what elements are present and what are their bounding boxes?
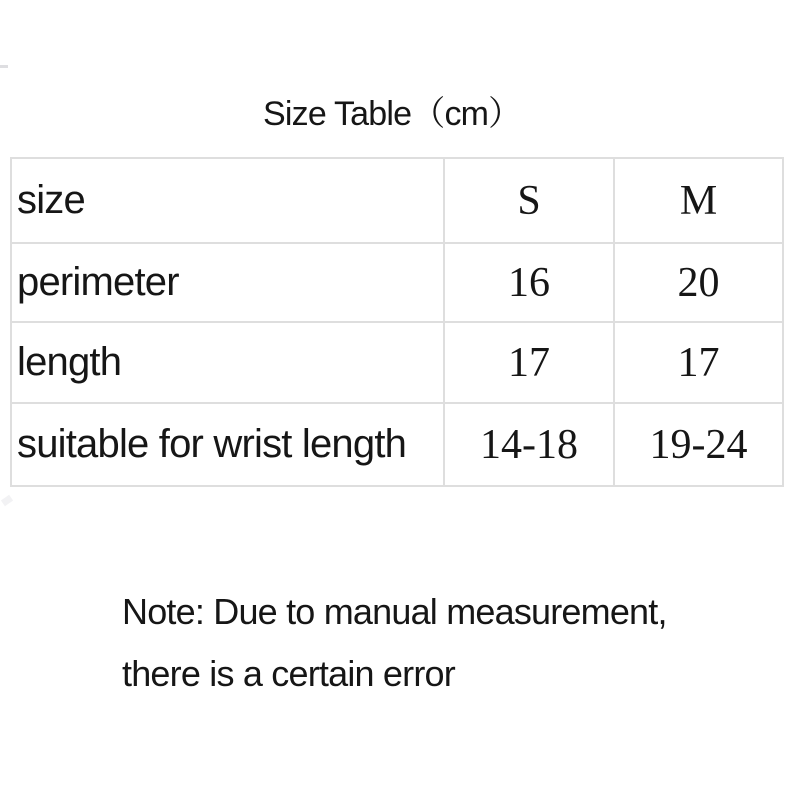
perimeter-value-s: 16 <box>444 243 614 322</box>
header-label-size: size <box>11 158 444 243</box>
wrist-length-value-s: 14-18 <box>444 403 614 486</box>
table-row-wrist-length <box>11 403 783 486</box>
measurement-note <box>122 581 667 705</box>
left-edge-artifact-mark <box>0 65 8 68</box>
table-row-length <box>11 322 783 403</box>
note-line-2: there is a certain error <box>122 653 455 694</box>
length-value-m: 17 <box>614 322 783 403</box>
header-size-m: M <box>614 158 783 243</box>
wrist-length-value-m: 19-24 <box>614 403 783 486</box>
page-title: Size Table（cm） <box>263 95 522 133</box>
table-row-perimeter <box>11 243 783 322</box>
row-label-perimeter: perimeter <box>11 243 444 322</box>
table-header-row <box>11 158 783 243</box>
row-label-length: length <box>11 322 444 403</box>
row-label-wrist-length: suitable for wrist length <box>11 403 444 486</box>
header-size-s: S <box>444 158 614 243</box>
length-value-s: 17 <box>444 322 614 403</box>
note-line-1: Note: Due to manual measurement, <box>122 591 667 632</box>
perimeter-value-m: 20 <box>614 243 783 322</box>
size-table <box>10 157 784 487</box>
left-edge-artifact-mark-2 <box>1 495 13 506</box>
